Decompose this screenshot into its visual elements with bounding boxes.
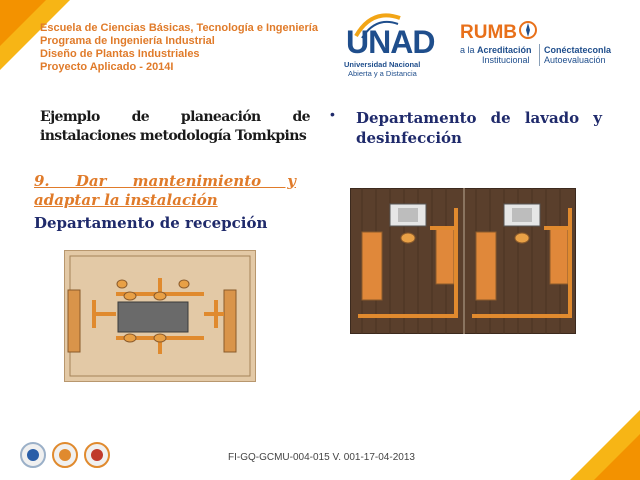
washing-department-floor-plan	[350, 188, 576, 334]
unad-subtitle-1: Universidad Nacional	[344, 60, 421, 69]
header-line-school: Escuela de Ciencias Básicas, Tecnología e Ingeniería	[40, 22, 318, 34]
rumbo-line-1-bold: Acreditación	[477, 45, 532, 55]
reception-floor-plan	[64, 250, 256, 382]
rumbo-wordmark: RUMB	[460, 22, 517, 43]
iso-certification-icon	[53, 443, 77, 467]
step-title: 9. Dar mantenimiento y adaptar la instalación	[34, 172, 296, 209]
compass-icon	[518, 20, 538, 40]
unad-subtitle-2: Abierta y a Distancia	[348, 69, 417, 78]
rumbo-divider	[539, 44, 540, 66]
unad-logo	[342, 10, 434, 78]
certification-badges	[20, 438, 120, 472]
header-line-project: Proyecto Aplicado - 2014I	[40, 61, 174, 73]
rumbo-acreditacion-logo	[460, 18, 620, 74]
header-line-course: Diseño de Plantas Industriales	[40, 48, 200, 60]
slide-left-title: Ejemplo de planeación de instalaciones metodología Tomkpins	[40, 109, 310, 144]
iso-certification-icon-2	[85, 443, 109, 467]
rumbo-right-line-2: Autoevaluación	[544, 55, 606, 65]
quality-seal-icon	[21, 443, 45, 467]
bottom-right-corner-accent	[594, 434, 640, 480]
document-code: FI-GQ-GCMU-004-015 V. 001-17-04-2013	[228, 452, 415, 463]
rumbo-line-1-prefix: a la	[460, 45, 478, 55]
reception-subtitle: Departamento de recepción	[34, 214, 268, 232]
rumbo-right-line-1: Conéctateconla	[544, 45, 612, 55]
rumbo-line-1	[460, 45, 532, 55]
header-line-program: Programa de Ingeniería Industrial	[40, 35, 215, 47]
header-text-block	[40, 22, 318, 74]
slide-right-title: Departamento de lavado y desinfección	[356, 109, 602, 147]
rumbo-line-2: Institucional	[482, 55, 530, 65]
unad-wordmark: UNAD	[346, 24, 435, 60]
bullet-glyph: •	[330, 106, 335, 122]
